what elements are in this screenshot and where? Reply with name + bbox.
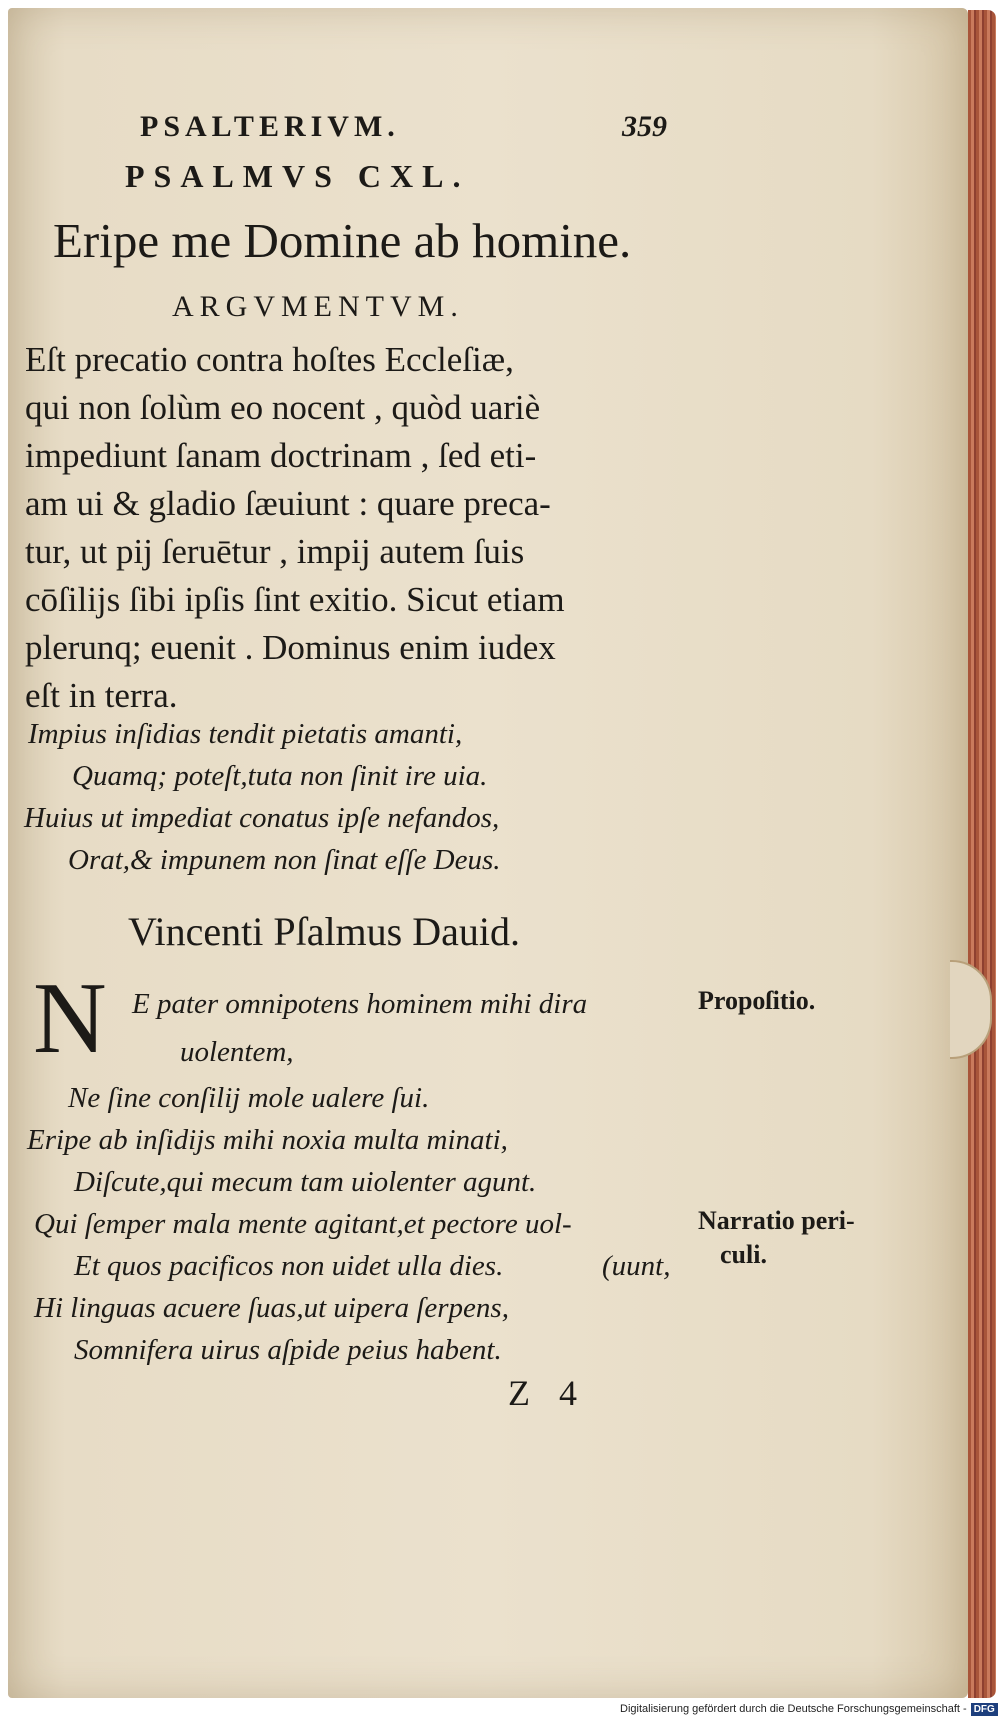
argument-line: impediunt ſanam doctrinam , ſed eti- <box>25 436 537 475</box>
argument-line: am ui & gladio ſæuiunt : quare preca- <box>25 484 551 523</box>
psalm-subheading: Vincenti Pſalmus Dauid. <box>128 909 520 954</box>
verse-line: Eripe ab inſidijs mihi noxia multa minati, <box>27 1124 508 1156</box>
dfg-logo: DFG <box>971 1703 998 1716</box>
margin-note: culi. <box>720 1240 767 1269</box>
verse-line: Somnifera uirus aſpide peius habent. <box>74 1334 502 1366</box>
psalm-number: PSALMVS CXL. <box>125 158 470 194</box>
margin-note: Propoſitio. <box>698 986 816 1015</box>
epigram-line: Orat,& impunem non ſinat eſſe Deus. <box>68 844 501 876</box>
epigram-line: Quamq; poteſt,tuta non ſinit ire uia. <box>72 760 488 792</box>
digitization-credit <box>620 1703 998 1716</box>
argument-line: tur, ut pij ſeruētur , impij autem ſuis <box>25 532 525 571</box>
epigram-line: Impius inſidias tendit pietatis amanti, <box>28 718 463 750</box>
verse-line: Diſcute,qui mecum tam uiolenter agunt. <box>74 1166 537 1198</box>
page-edges <box>968 10 996 1698</box>
epigram-line: Huius ut impediat conatus ipſe nefandos, <box>24 802 500 834</box>
page-number: 359 <box>622 110 667 143</box>
drop-cap: N <box>33 962 107 1075</box>
argument-line: qui non ſolùm eo nocent , quòd uariè <box>25 388 541 427</box>
argument-heading: ARGVMENTVM. <box>172 290 464 323</box>
running-title: PSALTERIVM. <box>140 110 400 143</box>
margin-note: Narratio peri- <box>698 1206 855 1235</box>
verse-line: E pater omnipotens hominem mihi dira <box>132 988 588 1020</box>
verse-line: Hi linguas acuere ſuas,ut uipera ſerpens, <box>34 1292 509 1324</box>
verse-line: uolentem, <box>180 1036 294 1068</box>
verse-line: Qui ſemper mala mente agitant,et pectore uol- <box>34 1208 572 1240</box>
signature-mark: Z 4 <box>508 1373 587 1413</box>
verse-line: Et quos pacificos non uidet ulla dies. <box>74 1250 504 1282</box>
verse-runover: (uunt, <box>602 1250 671 1282</box>
argument-line: Eſt precatio contra hoſtes Eccleſiæ, <box>25 340 514 379</box>
argument-line: cōſilijs ſibi ipſis ſint exitio. Sicut etiam <box>25 580 565 619</box>
argument-line: plerunq; euenit . Dominus enim iudex <box>25 628 556 667</box>
verse-line: Ne ſine conſilij mole ualere ſui. <box>68 1082 430 1114</box>
argument-line: eſt in terra. <box>25 676 178 715</box>
psalm-incipit: Eripe me Domine ab homine. <box>53 213 632 268</box>
credit-text: Digitalisierung gefördert durch die Deutsche Forschungsgemeinschaft - <box>620 1703 967 1715</box>
